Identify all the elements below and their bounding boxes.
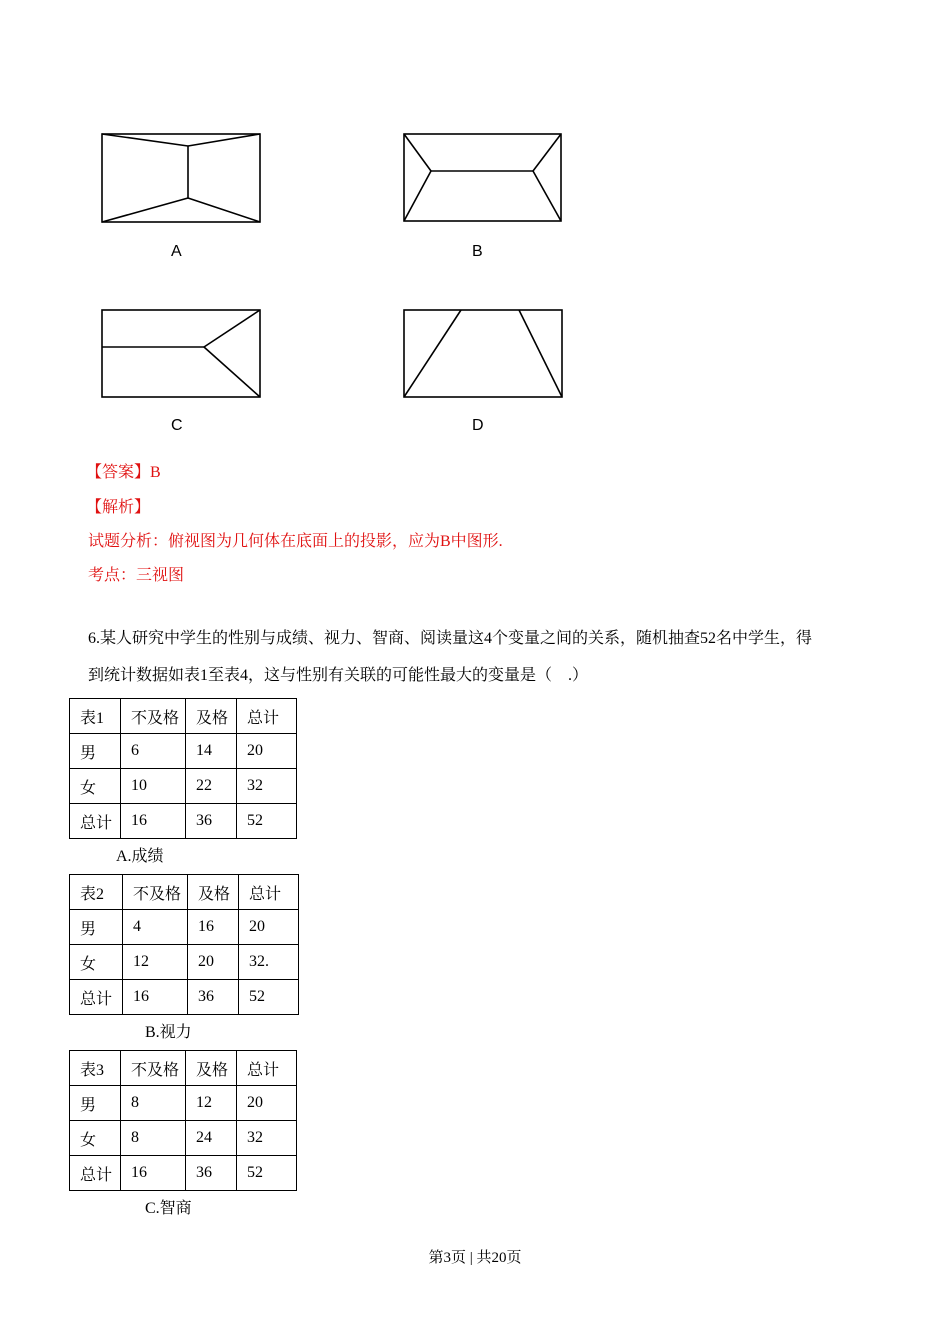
- table-2: [69, 874, 299, 1015]
- table-3-caption: C.智商: [145, 1200, 192, 1217]
- table-cell: 男: [70, 910, 123, 945]
- question-line-2: 到统计数据如表1至表4，这与性别有关联的可能性最大的变量是（ .）: [88, 667, 589, 684]
- figure-a-label: A: [171, 243, 182, 260]
- figure-d: [404, 310, 562, 397]
- table-cell: 32: [237, 769, 297, 804]
- table-header-row: [70, 875, 299, 910]
- point-text: 考点：三视图: [88, 567, 185, 584]
- table-cell: 及格: [186, 1051, 237, 1086]
- table-cell: 22: [186, 769, 237, 804]
- table-cell: 16: [121, 804, 186, 839]
- table-cell: 不及格: [121, 699, 186, 734]
- table-cell: 总计: [70, 980, 123, 1015]
- table-cell: 36: [186, 804, 237, 839]
- table-cell: 及格: [186, 699, 237, 734]
- table-cell: 表2: [70, 875, 123, 910]
- table-cell: 不及格: [123, 875, 188, 910]
- table-cell: 20: [237, 1086, 297, 1121]
- table-cell: 10: [121, 769, 186, 804]
- table-cell: 52: [239, 980, 299, 1015]
- table-cell: 36: [188, 980, 239, 1015]
- table-2-caption: B.视力: [145, 1024, 192, 1041]
- table-row: [70, 1086, 297, 1121]
- table-cell: 16: [121, 1156, 186, 1191]
- table-row: [70, 804, 297, 839]
- table-cell: 女: [70, 1121, 121, 1156]
- three-view-figures: [0, 0, 950, 460]
- table-cell: 20: [239, 910, 299, 945]
- table-row: [70, 734, 297, 769]
- figure-b-label: B: [472, 243, 483, 260]
- table-cell: 男: [70, 1086, 121, 1121]
- table-cell: 52: [237, 804, 297, 839]
- table-cell: 及格: [188, 875, 239, 910]
- table-row: [70, 910, 299, 945]
- table-cell: 男: [70, 734, 121, 769]
- table-cell: 16: [188, 910, 239, 945]
- figure-a: [102, 134, 260, 222]
- table-cell: 女: [70, 769, 121, 804]
- table-cell: 36: [186, 1156, 237, 1191]
- table-row: [70, 1156, 297, 1191]
- page-footer: 第3页 | 共20页: [428, 1250, 522, 1266]
- table-row: [70, 1121, 297, 1156]
- table-cell: 20: [237, 734, 297, 769]
- table-cell: 表1: [70, 699, 121, 734]
- table-header-row: [70, 699, 297, 734]
- answer-line: 【答案】B: [86, 464, 161, 481]
- figure-d-label: D: [472, 417, 484, 434]
- table-cell: 总计: [70, 1156, 121, 1191]
- table-row: [70, 980, 299, 1015]
- table-cell: 12: [123, 945, 188, 980]
- figure-b: [404, 134, 561, 221]
- table-3: [69, 1050, 297, 1191]
- question-line-1: 6.某人研究中学生的性别与成绩、视力、智商、阅读量这4个变量之间的关系，随机抽查52名中学生，得: [88, 630, 813, 647]
- table-cell: 20: [188, 945, 239, 980]
- table-cell: 女: [70, 945, 123, 980]
- table-cell: 52: [237, 1156, 297, 1191]
- table-1-caption: A.成绩: [116, 848, 164, 865]
- table-row: [70, 945, 299, 980]
- table-cell: 32.: [239, 945, 299, 980]
- table-cell: 32: [237, 1121, 297, 1156]
- table-cell: 12: [186, 1086, 237, 1121]
- table-cell: 6: [121, 734, 186, 769]
- table-row: [70, 769, 297, 804]
- table-cell: 8: [121, 1086, 186, 1121]
- analysis-heading: 【解析】: [86, 499, 151, 516]
- table-cell: 14: [186, 734, 237, 769]
- figure-c-label: C: [171, 417, 183, 434]
- table-cell: 总计: [237, 699, 297, 734]
- table-1: [69, 698, 297, 839]
- table-cell: 24: [186, 1121, 237, 1156]
- table-header-row: [70, 1051, 297, 1086]
- table-cell: 8: [121, 1121, 186, 1156]
- table-cell: 总计: [70, 804, 121, 839]
- figure-c: [102, 310, 260, 397]
- table-cell: 4: [123, 910, 188, 945]
- table-cell: 总计: [237, 1051, 297, 1086]
- table-cell: 表3: [70, 1051, 121, 1086]
- table-cell: 16: [123, 980, 188, 1015]
- table-cell: 不及格: [121, 1051, 186, 1086]
- analysis-text: 试题分析：俯视图为几何体在底面上的投影，应为B中图形.: [88, 533, 503, 550]
- table-cell: 总计: [239, 875, 299, 910]
